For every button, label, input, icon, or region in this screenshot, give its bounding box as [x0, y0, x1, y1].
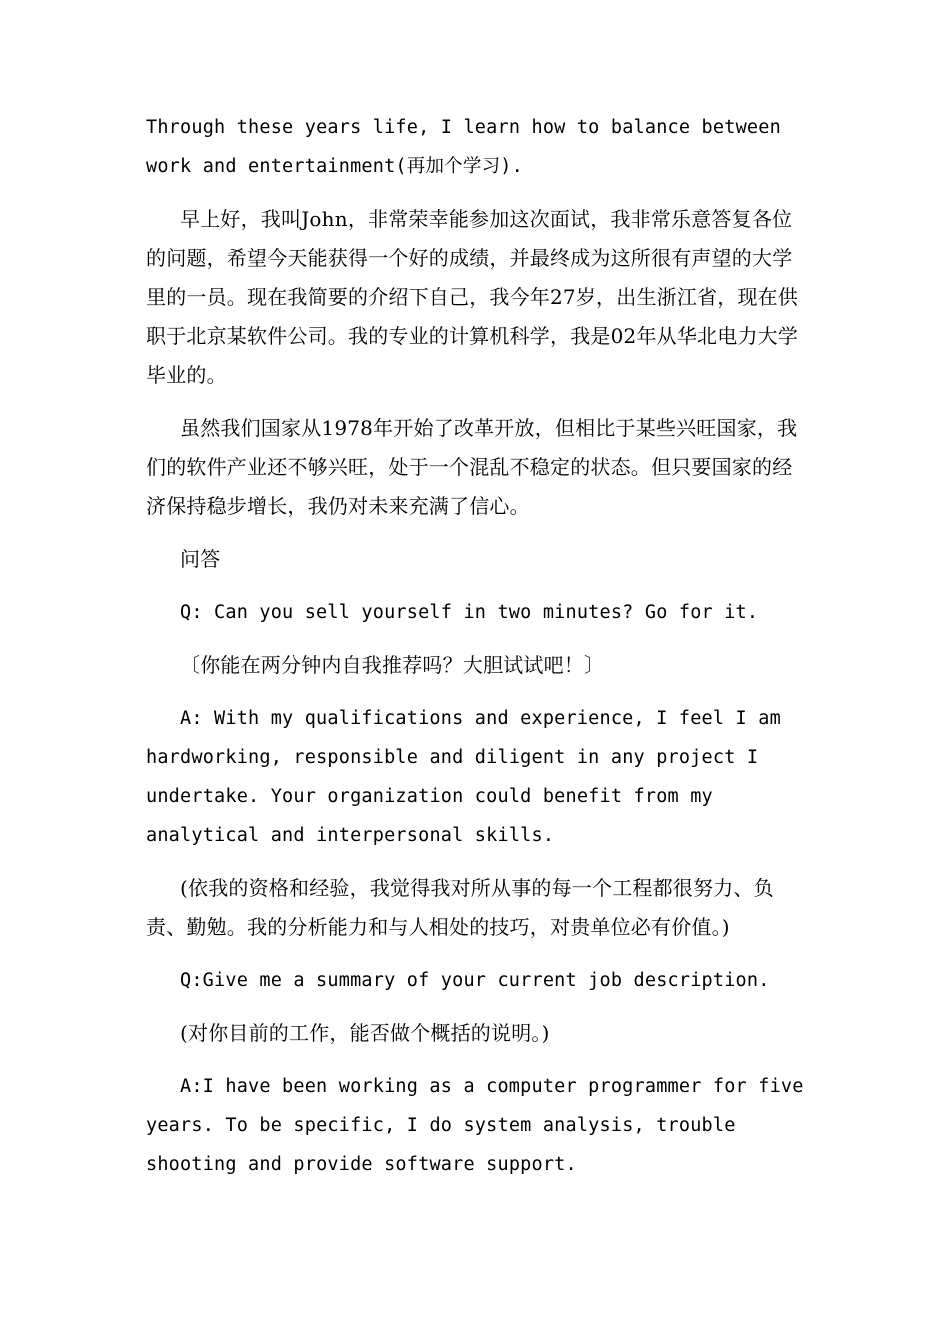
question-sell-yourself: Q: Can you sell yourself in two minutes? Go for it. [180, 602, 759, 623]
paragraph-self-introduction: 早上好，我叫John，非常荣幸能参加这次面试，我非常乐意答复各位的问题，希望今天能获得一个好的成绩，并最终成为这所很有声望的大学里的一员。现在我简要的介绍下自己，我今年27岁，出生浙江省，现在供职于北京某软件公司。我的专业的计算机科学，我是02年从华北电力大学毕业的。 [146, 207, 799, 387]
answer-job-description: A:I have been working as a computer programmer for five years. To be specific, I do system analysis, trouble shooting and provide software support. [146, 1076, 804, 1175]
paragraph-software-industry: 虽然我们国家从1978年开始了改革开放，但相比于某些兴旺国家，我们的软件产业还不够兴旺，处于一个混乱不稳定的状态。但只要国家的经济保持稳步增长，我仍对未来充满了信心。 [146, 416, 798, 518]
paragraph-balance-work: Through these years life, I learn how to balance between work and entertainment(再加个学习). [146, 117, 781, 177]
section-heading-qa: 问答 [180, 547, 221, 571]
answer-qualifications-translation: (依我的资格和经验，我觉得我对所从事的每一个工程都很努力、负责、勤勉。我的分析能力和与人相处的技巧，对贵单位必有价值。) [146, 876, 774, 939]
document-page [146, 108, 806, 1198]
question-job-description-translation: (对你目前的工作，能否做个概括的说明。) [180, 1021, 550, 1045]
question-sell-yourself-translation: 〔你能在两分钟内自我推荐吗？大胆试试吧！〕 [180, 653, 605, 677]
question-job-description: Q:Give me a summary of your current job description. [180, 970, 770, 991]
answer-qualifications: A: With my qualifications and experience, I feel I am hardworking, responsible and diligent in any project I undertake. Your organization could benefit from my analytical and interpersonal skills. [146, 708, 781, 846]
